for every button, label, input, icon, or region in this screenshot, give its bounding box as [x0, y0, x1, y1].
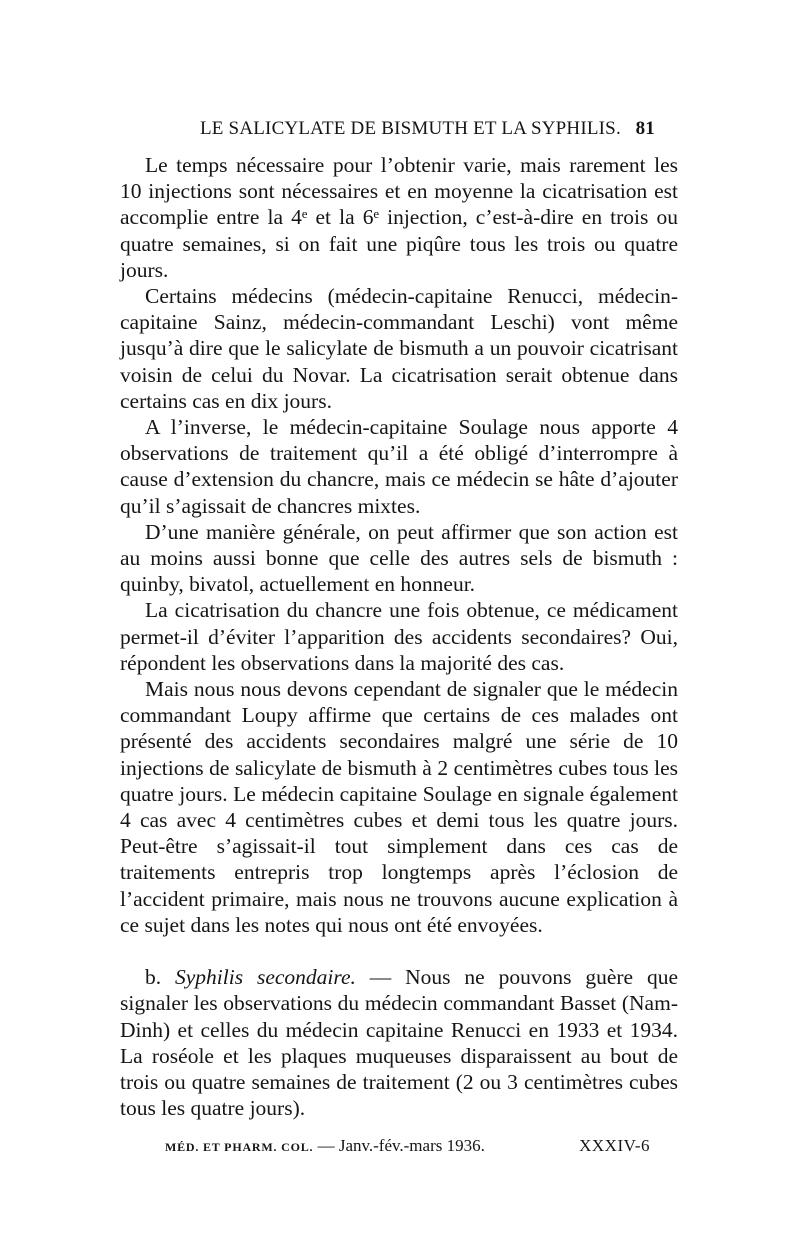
section-text: — Nous ne pouvons guère que signaler les observations du médecin commandant Basset (Nam-Dinh) et celles du médecin capitaine Renucci en 1933 et 1934. La roséole et les plaques muqueuses disparaissent au bout de trois ou quatre semaines de traitement (2 ou 3 centimètres cubes tous les quatre jours). [120, 965, 679, 1121]
paragraph-gap [120, 938, 678, 964]
running-header [120, 112, 655, 144]
paragraph: A l’inverse, le médecin-capitaine Soulage nous apporte 4 observations de traitement qu’il a été obligé d’interrompre à cause d’extension du chancre, mais ce médecin se hâte d’ajouter qu’il s’agissait de chancres mixtes. [120, 415, 678, 518]
paragraph: Le temps nécessaire pour l’obtenir varie, mais rarement les 10 injections sont nécessaires et en moyenne la cicatrisation est accomplie entre la 4ᵉ et la 6ᵉ injection, c’est-à-dire en trois ou quatre semaines, si on fait une piqûre tous les trois ou quatre jours. [120, 153, 678, 282]
running-title: LE SALICYLATE DE BISMUTH ET LA SYPHILIS. [200, 118, 621, 139]
footer-citation [165, 1136, 485, 1156]
journal-abbreviation: MÉD. ET PHARM. COL. [165, 1140, 314, 1154]
section-heading: Syphilis secondaire. [175, 965, 356, 990]
section-b-paragraph [120, 964, 678, 1121]
paragraph: Certains médecins (médecin-capitaine Renucci, médecin-capitaine Sainz, médecin-commandant Leschi) vont même jusqu’à dire que le salicylate de bismuth a un pouvoir cicatrisant voisin de celui du Novar. La cicatrisation serait obtenue dans certains cas en dix jours. [120, 284, 678, 413]
paragraph: La cicatrisation du chancre une fois obtenue, ce médicament permet-il d’éviter l’apparition des accidents secondaires? Oui, répondent les observations dans la majorité des cas. [120, 598, 678, 675]
section-label: b. [145, 965, 162, 990]
page-footer [165, 1132, 650, 1162]
signature-mark: XXXIV-6 [579, 1136, 650, 1155]
issue-date: — Janv.-fév.-mars 1936. [313, 1136, 485, 1155]
page-number: 81 [635, 118, 655, 139]
paragraph: D’une manière générale, on peut affirmer que son action est au moins aussi bonne que celle des autres sels de bismuth : quinby, bivatol, actuellement en honneur. [120, 519, 678, 597]
paragraph: Mais nous nous devons cependant de signaler que le médecin commandant Loupy affirme que certains de ces malades ont présenté des accidents secondaires malgré une série de 10 injections de salicylate de bismuth à 2 centimètres cubes tous les quatre jours. Le médecin capitaine Soulage en signale également 4 cas avec 4 centimètres cubes et demi tous les quatre jours. Peut-être s’agissait-il tout simplement dans ces cas de traitements entrepris trop longtemps après l’éclosion de l’accident primaire, mais nous ne trouvons aucune explication à ce sujet dans les notes qui nous ont été envoyées. [120, 677, 678, 937]
body-text [120, 152, 678, 1121]
